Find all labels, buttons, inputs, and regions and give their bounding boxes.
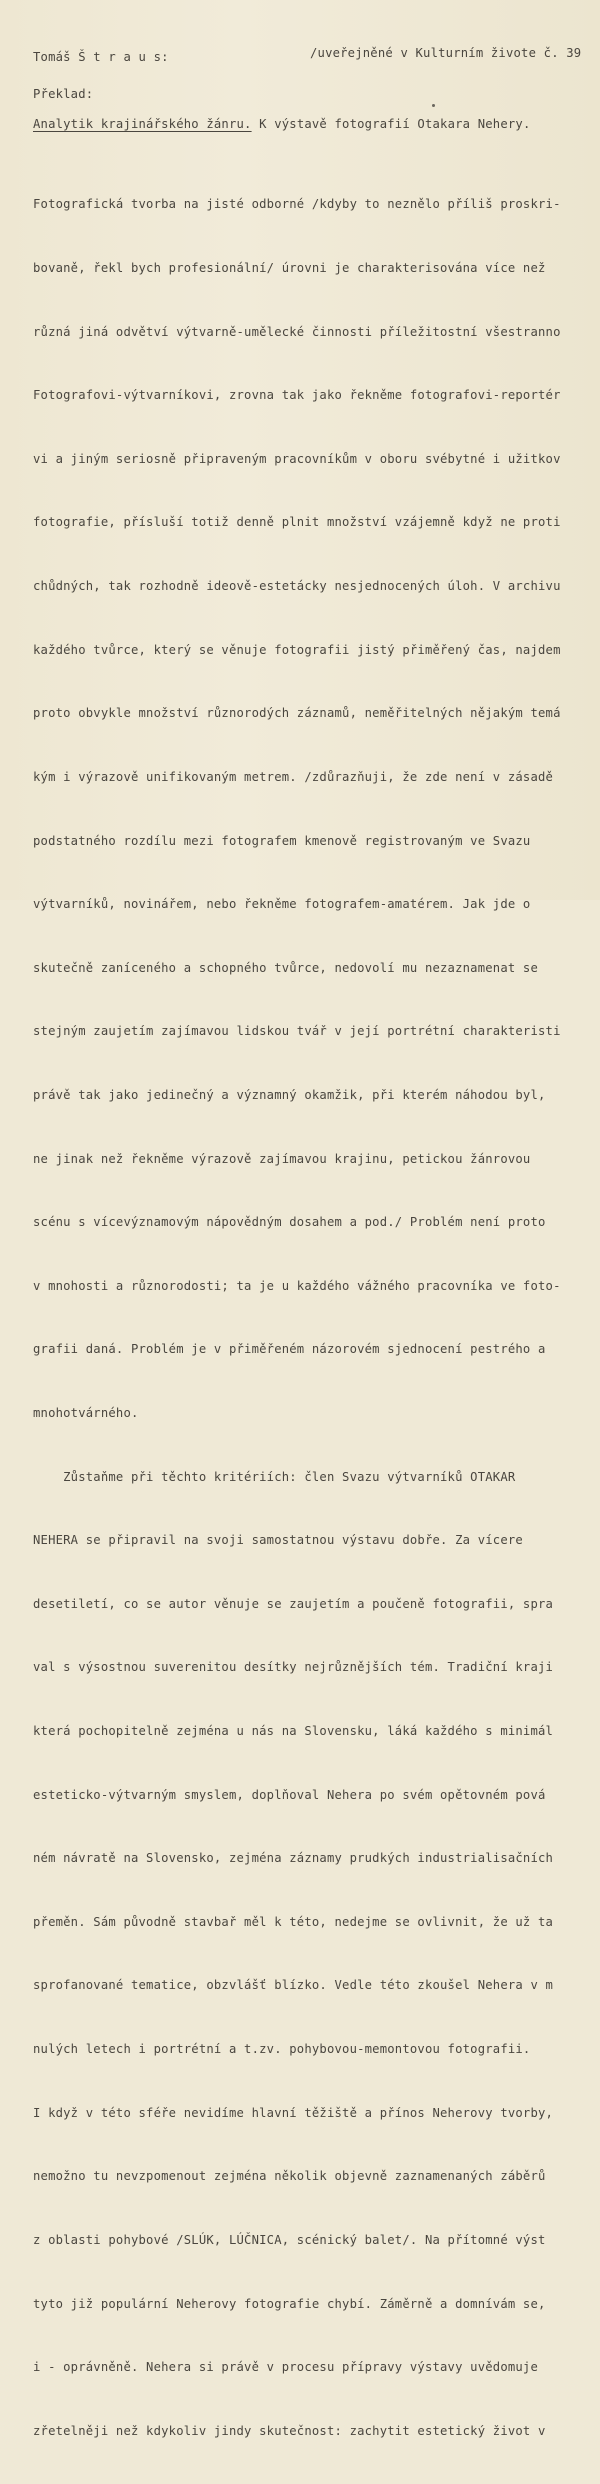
text-line: právě tak jako jedinečný a významný okamžik, při kterém náhodou byl, — [33, 1087, 546, 1102]
text-line: nulých letech i portrétní a t.zv. pohybovou-memontovou fotografii. — [33, 2042, 531, 2057]
text-line: fotografie, přísluší totiž denně plnit množství vzájemně když ne proti — [33, 515, 561, 530]
article-title: Analytik krajinářského žánru. — [33, 117, 252, 131]
text-line: mnohotvárného. — [33, 1405, 139, 1420]
text-line: Fotografická tvorba na jisté odborné /kdyby to neznělo příliš proskri- — [33, 197, 561, 212]
text-line: kým i výrazově unifikovaným metrem. /zdůrazňuji, že zde není v zásadě — [33, 769, 554, 784]
text-line: přeměn. Sám původně stavbař měl k této, nedejme se ovlivnit, že už ta — [33, 1914, 554, 1929]
title-row — [33, 117, 530, 131]
text-line: výtvarníků, novinářem, nebo řekněme fotografem-amatérem. Jak jde o — [33, 897, 531, 912]
text-line: v mnohosti a různorodosti; ta je u každého vážného pracovníka ve foto- — [33, 1278, 561, 1293]
text-line: každého tvůrce, který se věnuje fotografii jistý přiměřený čas, najdem — [33, 642, 561, 657]
text-line: NEHERA se připravil na svoji samostatnou výstavu dobře. Za vícere — [33, 1533, 523, 1548]
text-line: která pochopitelně zejména u nás na Slovensku, láká každého s minimál — [33, 1724, 554, 1739]
ink-speck — [432, 104, 435, 107]
publication-note: /uveřejněné v Kulturním živote č. 39 — [310, 46, 582, 60]
text-line: zřetelněji než kdykoliv jindy skutečnost: zachytit estetický život v — [33, 2423, 546, 2438]
text-line: Fotografovi-výtvarníkovi, zrovna tak jako řekněme fotografovi-reportér — [33, 388, 561, 403]
text-line: Zůstaňme při těchto kritériích: člen Svazu výtvarníků OTAKAR — [33, 1469, 516, 1484]
text-line: val s výsostnou suverenitou desítky nejrůznějších tém. Tradiční kraji — [33, 1660, 554, 1675]
text-line: stejným zaujetím zajímavou lidskou tvář v její portrétní charakteristi — [33, 1024, 561, 1039]
text-line: nemožno tu nevzpomenout zejména několik objevně zaznamenaných záběrů — [33, 2169, 546, 2184]
text-line: I když v této sféře nevidíme hlavní těžiště a přínos Neherovy tvorby, — [33, 2105, 554, 2120]
text-line: esteticko-výtvarným smyslem, doplňoval Nehera po svém opětovném pová — [33, 1787, 546, 1802]
text-line: sprofanované tematice, obzvlášť blízko. Vedle této zkoušel Nehera v m — [33, 1978, 554, 1993]
text-line: bovaně, řekl bych profesionální/ úrovni je charakterisována více než — [33, 261, 546, 276]
text-line: podstatného rozdílu mezi fotografem kmenově registrovaným ve Svazu — [33, 833, 531, 848]
text-line: z oblasti pohybové /SLÚK, LÚČNICA, scénický balet/. Na přítomné výst — [33, 2232, 546, 2247]
text-line: vi a jiným seriosně připraveným pracovníkům v oboru svébytné i užitkov — [33, 451, 561, 466]
text-line: různá jiná odvětví výtvarně-umělecké činnosti příležitostní všestranno — [33, 324, 561, 339]
section-label: Překlad: — [33, 87, 94, 101]
text-line: skutečně zaníceného a schopného tvůrce, nedovolí mu nezaznamenat se — [33, 960, 539, 975]
author-name: Tomáš Š t r a u s: — [33, 50, 169, 64]
text-line: chůdných, tak rozhodně ideově-estetácky nesjednocených úloh. V archivu — [33, 579, 561, 594]
text-line: grafii daná. Problém je v přiměřeném názorovém sjednocení pestrého a — [33, 1342, 546, 1357]
text-line: i - oprávněně. Nehera si právě v procesu přípravy výstavy uvědomuje — [33, 2360, 539, 2375]
text-line: scénu s vícevýznamovým nápovědným dosahem a pod./ Problém není proto — [33, 1215, 546, 1230]
article-subtitle: K výstavě fotografií Otakara Nehery. — [251, 117, 531, 131]
text-line: desetiletí, co se autor věnuje se zaujetím a poučeně fotografii, spra — [33, 1596, 554, 1611]
text-line: proto obvykle množství různorodých záznamů, neměřitelných nějakým temá — [33, 706, 561, 721]
text-line: ne jinak než řekněme výrazově zajímavou krajinu, petickou žánrovou — [33, 1151, 531, 1166]
text-line: ném návratě na Slovensko, zejména záznamy prudkých industrialisačních — [33, 1851, 554, 1866]
text-line: tyto již populární Neherovy fotografie chybí. Záměrně a domnívám se, — [33, 2296, 546, 2311]
body-text — [33, 152, 561, 2484]
